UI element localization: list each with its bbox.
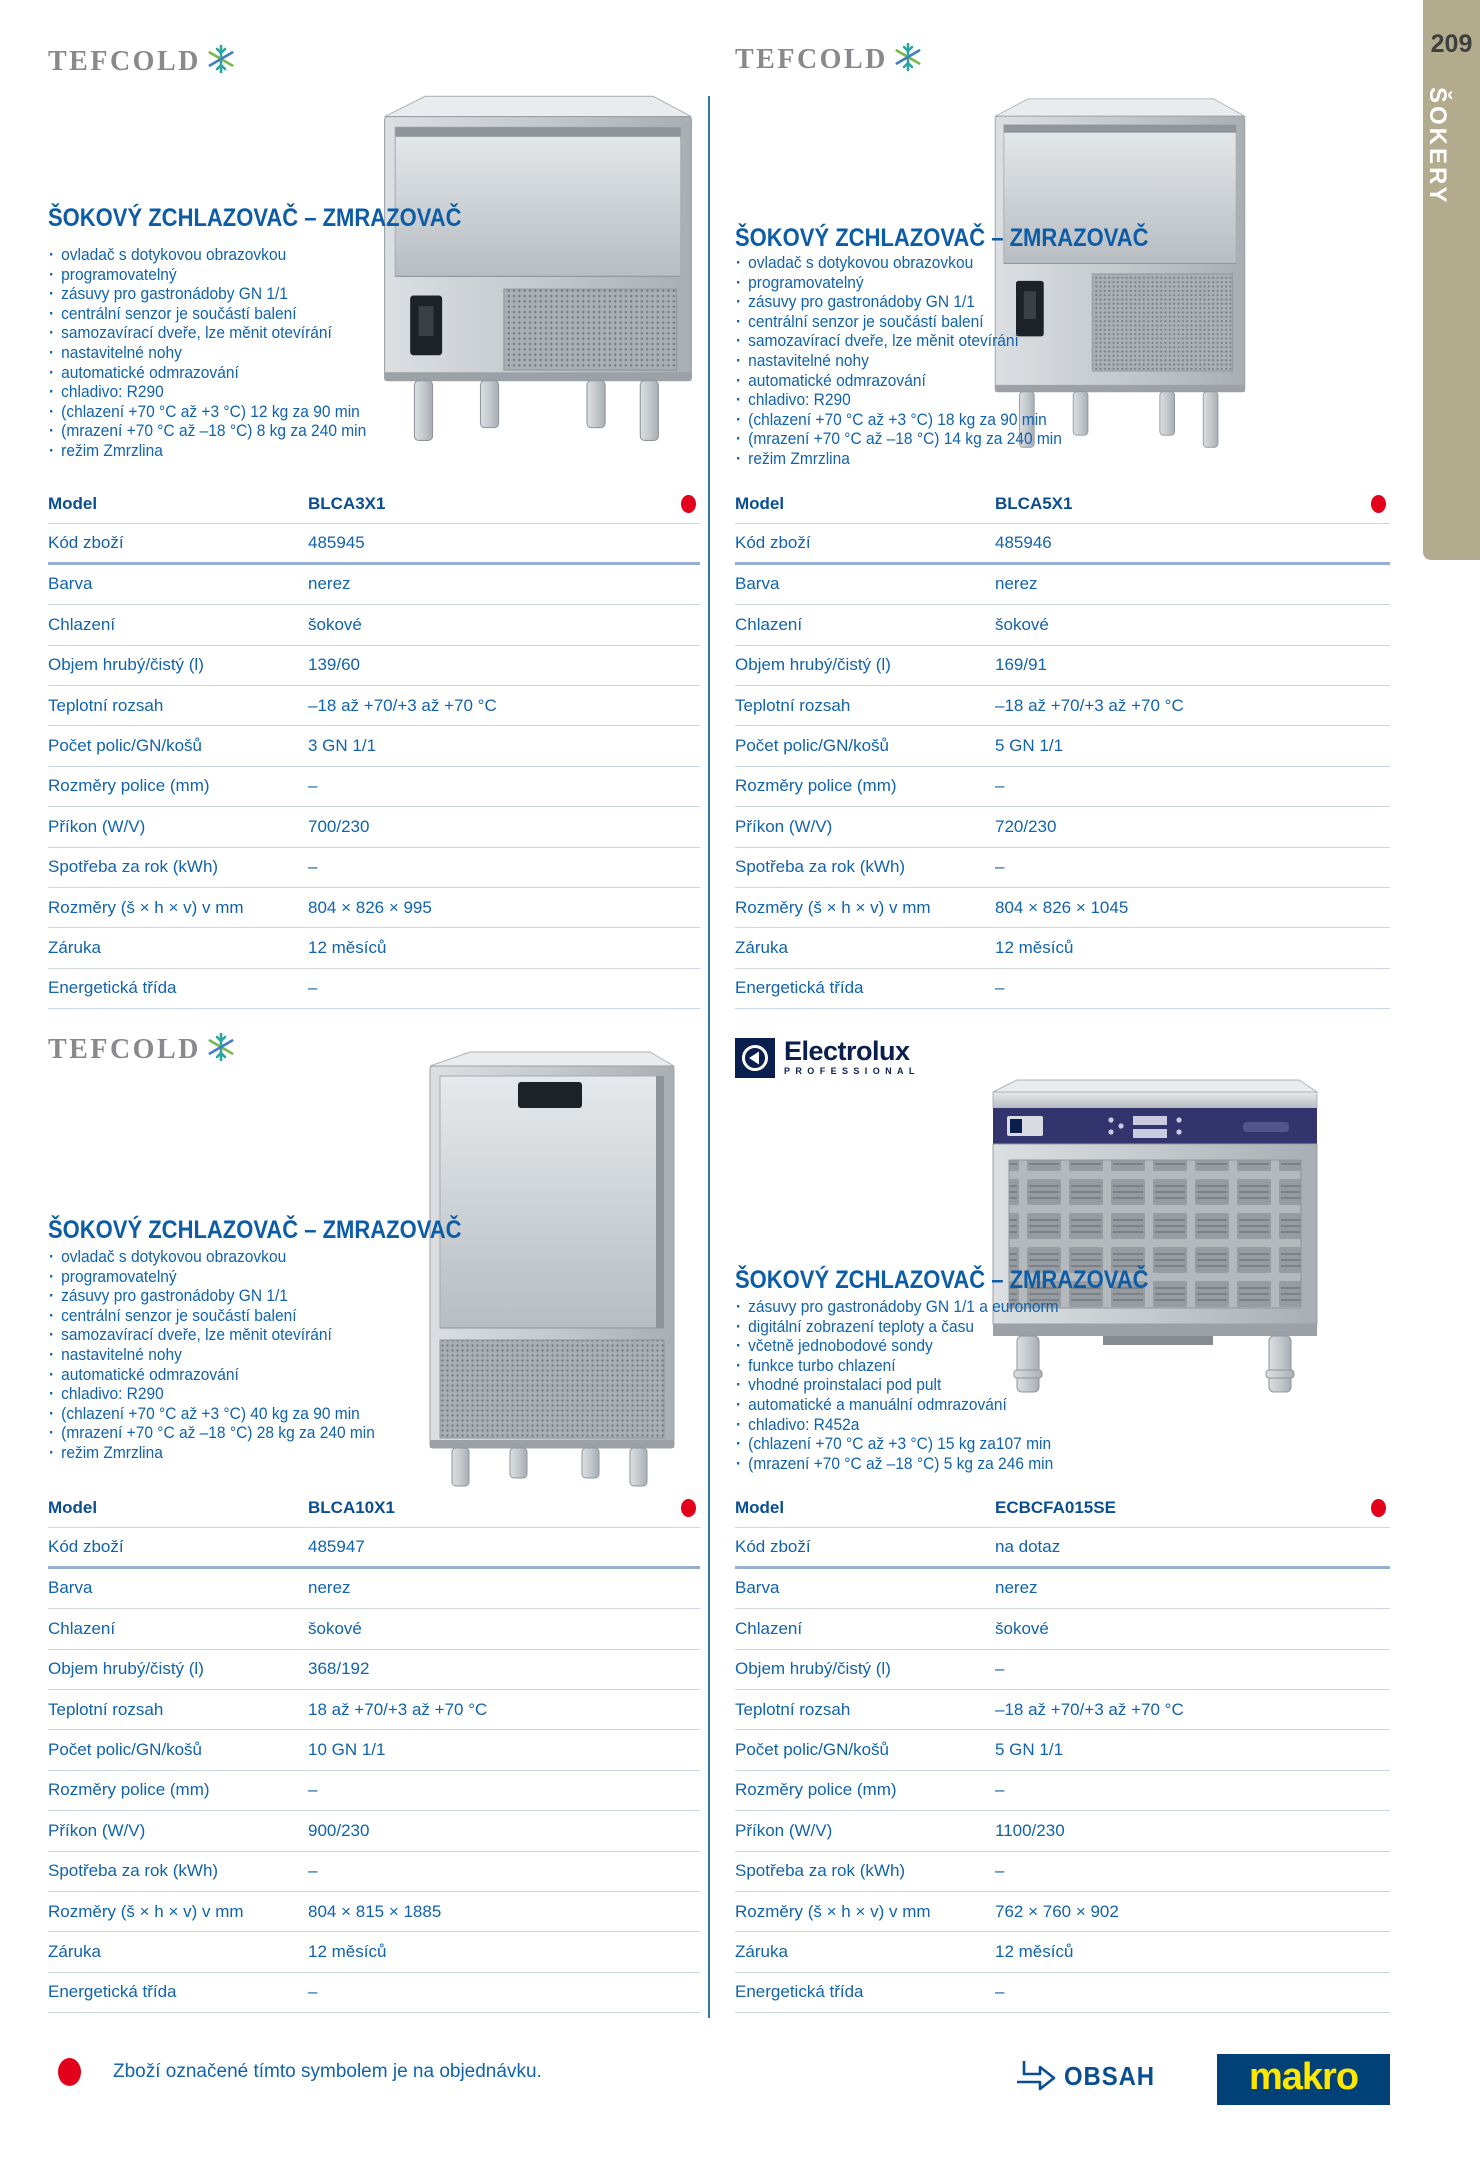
spec-value: – [995,857,1005,877]
obsah-arrow-icon [1016,2058,1056,2094]
feature-item: · zásuvy pro gastronádoby GN 1/1 [735,293,1062,313]
table-row [48,1811,700,1851]
table-row [48,605,700,645]
sidebar-tab [1423,0,1480,560]
table-row [48,1730,700,1770]
feature-item: · automatické a manuální odmrazování [735,1396,1059,1416]
table-row [735,1569,1390,1609]
product-title: ŠOKOVÝ ZCHLAZOVAČ – ZMRAZOVAČ [48,1216,462,1244]
feature-item: · (mrazení +70 °C až –18 °C) 14 kg za 240 min [735,430,1062,450]
spec-value: 720/230 [995,816,1057,836]
spec-value: 804 × 826 × 995 [308,897,432,917]
spec-value: – [995,1780,1005,1800]
feature-item: · chladivo: R290 [48,383,366,403]
table-row [735,646,1390,686]
product-section-ecbcfa015se [735,1036,1390,2020]
table-row-model [735,1488,1390,1528]
sidebar-category-label: ŠOKERY [1424,87,1451,206]
feature-item: · režim Zmrzlina [735,450,1062,470]
feature-item: · automatické odmrazování [48,1366,375,1386]
electrolux-sub-label: PROFESSIONAL [784,1066,920,1076]
feature-item: · ovladač s dotykovou obrazovkou [735,254,1062,274]
feature-list [48,1248,375,1464]
spec-label: Rozměry police (mm) [48,776,210,796]
feature-item: · chladivo: R290 [48,1385,375,1405]
table-row [48,1771,700,1811]
spec-label: Počet polic/GN/košů [735,736,890,756]
spec-value: – [308,978,318,998]
spec-label: Chlazení [48,1618,116,1638]
spec-label: Objem hrubý/čistý (l) [48,655,204,675]
spec-value: 5 GN 1/1 [995,1740,1064,1760]
spec-value: BLCA10X1 [308,1497,395,1517]
spec-label: Objem hrubý/čistý (l) [48,1659,204,1679]
spec-value: – [995,1659,1005,1679]
feature-item: · automatické odmrazování [735,372,1062,392]
spec-value: – [995,1861,1005,1881]
spec-value: 18 až +70/+3 až +70 °C [308,1699,488,1719]
spec-label: Teplotní rozsah [48,695,164,715]
spec-label: Model [48,1497,98,1517]
spec-value: 139/60 [308,655,360,675]
feature-item: · samozavírací dveře, lze měnit otevírání [48,324,366,344]
feature-item: · ovladač s dotykovou obrazovkou [48,246,366,266]
on-order-dot [681,495,696,513]
spec-label: Teplotní rozsah [735,695,851,715]
table-row [48,1932,700,1972]
table-row [48,767,700,807]
spec-value: – [995,1982,1005,2002]
table-row-model [735,484,1390,524]
feature-item: · zásuvy pro gastronádoby GN 1/1 [48,1287,375,1307]
feature-list [735,254,1062,470]
spec-label: Chlazení [48,614,116,634]
spec-value: 12 měsíců [995,1941,1074,1961]
spec-value: 485947 [308,1537,365,1557]
spec-label: Barva [48,574,93,594]
table-row [735,1771,1390,1811]
spec-label: Energetická třída [735,978,864,998]
feature-item: · ovladač s dotykovou obrazovkou [48,1248,375,1268]
product-section-blca5x1 [735,40,1390,1040]
table-row [48,686,700,726]
feature-item: · chladivo: R452a [735,1416,1059,1436]
table-row [48,1569,700,1609]
spec-label: Model [48,493,98,513]
table-row [48,807,700,847]
product-image-blast-chiller [378,91,698,466]
spec-value: BLCA3X1 [308,493,386,513]
spec-value: – [308,776,318,796]
feature-list [48,246,366,462]
feature-item: · nastavitelné nohy [48,344,366,364]
feature-item: · (mrazení +70 °C až –18 °C) 28 kg za 240 min [48,1424,375,1444]
spec-label: Objem hrubý/čistý (l) [735,1659,891,1679]
table-row-model [48,1488,700,1528]
spec-label: Teplotní rozsah [735,1699,851,1719]
table-row [735,767,1390,807]
spec-value: 804 × 815 × 1885 [308,1901,442,1921]
feature-item: · (mrazení +70 °C až –18 °C) 8 kg za 240 min [48,422,366,442]
table-row [48,848,700,888]
spec-value: 368/192 [308,1659,370,1679]
spec-label: Energetická třída [735,1982,864,2002]
table-row [48,646,700,686]
tefcold-wordmark: TEFCOLD [735,44,888,75]
product-section-blca10x1 [48,1030,700,2020]
spec-value: 3 GN 1/1 [308,736,377,756]
spec-value: 12 měsíců [995,937,1074,957]
spec-value: nerez [308,1578,351,1598]
spec-label: Energetická třída [48,978,177,998]
feature-item: · (chlazení +70 °C až +3 °C) 15 kg za107 min [735,1435,1059,1455]
spec-value: –18 až +70/+3 až +70 °C [995,695,1184,715]
spec-label: Energetická třída [48,1982,177,2002]
obsah-label: OBSAH [1064,2060,1155,2091]
feature-item: · vhodné proinstalaci pod pult [735,1376,1059,1396]
spec-value: 169/91 [995,655,1047,675]
spec-label: Spotřeba za rok (kWh) [735,1861,906,1881]
table-row [735,1932,1390,1972]
table-row [735,524,1390,564]
spec-label: Počet polic/GN/košů [48,736,203,756]
on-order-dot [58,2058,81,2086]
spec-label: Rozměry (š × h × v) v mm [48,1901,244,1921]
spec-label: Rozměry police (mm) [48,1780,210,1800]
table-row [735,605,1390,645]
spec-value: šokové [995,1618,1049,1638]
spec-label: Rozměry (š × h × v) v mm [735,897,931,917]
feature-item: · centrální senzor je součástí balení [735,313,1062,333]
feature-item: · centrální senzor je součástí balení [48,1307,375,1327]
feature-item: · nastavitelné nohy [48,1346,375,1366]
table-row [48,1973,700,2013]
feature-item: · režim Zmrzlina [48,442,366,462]
spec-value: 10 GN 1/1 [308,1740,386,1760]
spec-label: Rozměry (š × h × v) v mm [735,1901,931,1921]
feature-item: · programovatelný [48,1268,375,1288]
on-order-dot [1371,495,1386,513]
table-row [48,1650,700,1690]
tefcold-logo [48,1032,236,1066]
table-row [735,686,1390,726]
makro-logo [1217,2054,1390,2105]
on-order-dot [1371,1499,1386,1517]
snowflake-icon [206,1032,236,1062]
feature-item: · nastavitelné nohy [735,352,1062,372]
table-row [48,888,700,928]
spec-label: Kód zboží [735,1537,811,1557]
spec-value: 5 GN 1/1 [995,736,1064,756]
spec-label: Spotřeba za rok (kWh) [48,857,219,877]
tefcold-logo [735,42,923,76]
spec-label: Chlazení [735,614,803,634]
spec-value: 804 × 826 × 1045 [995,897,1129,917]
spec-value: 12 měsíců [308,1941,387,1961]
spec-value: 12 měsíců [308,937,387,957]
spec-value: –18 až +70/+3 až +70 °C [995,1699,1184,1719]
spec-label: Rozměry (š × h × v) v mm [48,897,244,917]
legend-text: Zboží označené tímto symbolem je na objednávku. [113,2061,542,2082]
spec-value: šokové [308,614,362,634]
spec-value: – [308,857,318,877]
table-row [48,524,700,564]
column-divider [708,96,710,2018]
feature-item: · zásuvy pro gastronádoby GN 1/1 a euronorm [735,1298,1059,1318]
spec-value: ECBCFA015SE [995,1497,1116,1517]
spec-label: Barva [735,1578,780,1598]
feature-item: · (chlazení +70 °C až +3 °C) 12 kg za 90 min [48,403,366,423]
spec-label: Příkon (W/V) [48,1820,146,1840]
spec-table [735,484,1390,1009]
spec-value: na dotaz [995,1537,1061,1557]
spec-value: 900/230 [308,1820,370,1840]
spec-label: Rozměry police (mm) [735,1780,897,1800]
tefcold-logo [48,44,236,78]
feature-item: · samozavírací dveře, lze měnit otevírání [735,332,1062,352]
table-row [48,969,700,1009]
spec-value: nerez [308,574,351,594]
spec-label: Příkon (W/V) [735,816,833,836]
table-row [48,726,700,766]
feature-item: · programovatelný [48,266,366,286]
feature-item: · režim Zmrzlina [48,1444,375,1464]
table-row [48,1690,700,1730]
makro-wordmark: makro [1248,2056,1359,2098]
table-row [735,969,1390,1009]
table-row [48,1609,700,1649]
spec-value: –18 až +70/+3 až +70 °C [308,695,497,715]
table-row [735,848,1390,888]
spec-label: Záruka [735,937,788,957]
product-title: ŠOKOVÝ ZCHLAZOVAČ – ZMRAZOVAČ [48,204,462,232]
spec-label: Barva [48,1578,93,1598]
tefcold-wordmark: TEFCOLD [48,1034,201,1065]
spec-label: Model [735,493,785,513]
spec-value: 485946 [995,533,1052,553]
feature-list [735,1298,1059,1474]
spec-value: – [308,1982,318,2002]
feature-item: · včetně jednobodové sondy [735,1337,1059,1357]
product-section-blca3x1 [48,36,700,1036]
spec-value: šokové [308,1618,362,1638]
spec-label: Rozměry police (mm) [735,776,897,796]
feature-item: · (mrazení +70 °C až –18 °C) 5 kg za 246 min [735,1455,1059,1475]
spec-value: – [995,978,1005,998]
snowflake-icon [893,42,923,72]
tefcold-wordmark: TEFCOLD [48,46,201,77]
spec-label: Spotřeba za rok (kWh) [735,857,906,877]
spec-label: Záruka [48,937,101,957]
snowflake-icon [206,44,236,74]
spec-label: Model [735,1497,785,1517]
table-row [735,726,1390,766]
spec-value: 700/230 [308,816,370,836]
spec-label: Teplotní rozsah [48,1699,164,1719]
electrolux-logo [735,1038,920,1078]
table-row [48,1892,700,1932]
spec-label: Kód zboží [735,533,811,553]
feature-item: · digitální zobrazení teploty a času [735,1318,1059,1338]
table-row [735,1690,1390,1730]
page-number: 209 [1430,30,1473,58]
table-row [735,1650,1390,1690]
table-row [735,1730,1390,1770]
table-row [735,807,1390,847]
obsah-link[interactable] [1016,2058,1163,2094]
product-title: ŠOKOVÝ ZCHLAZOVAČ – ZMRAZOVAČ [735,1266,1149,1294]
table-row [735,1811,1390,1851]
feature-item: · funkce turbo chlazení [735,1357,1059,1377]
spec-label: Kód zboží [48,1537,124,1557]
spec-value: nerez [995,574,1038,594]
spec-label: Záruka [735,1941,788,1961]
spec-value: 1100/230 [995,1820,1065,1840]
feature-item: · centrální senzor je součástí balení [48,305,366,325]
spec-label: Spotřeba za rok (kWh) [48,1861,219,1881]
feature-item: · (chlazení +70 °C až +3 °C) 18 kg za 90 min [735,411,1062,431]
spec-value: – [308,1861,318,1881]
table-row [735,1852,1390,1892]
spec-value: BLCA5X1 [995,493,1073,513]
spec-value: nerez [995,1578,1038,1598]
spec-value: – [995,776,1005,796]
table-row [735,1973,1390,2013]
spec-label: Počet polic/GN/košů [48,1740,203,1760]
spec-label: Chlazení [735,1618,803,1638]
feature-item: · zásuvy pro gastronádoby GN 1/1 [48,285,366,305]
table-row [735,1892,1390,1932]
table-row [48,565,700,605]
spec-label: Počet polic/GN/košů [735,1740,890,1760]
spec-value: 485945 [308,533,365,553]
product-image-upright-blast-chiller [400,1048,700,1488]
product-title: ŠOKOVÝ ZCHLAZOVAČ – ZMRAZOVAČ [735,224,1149,252]
spec-value: – [308,1780,318,1800]
spec-label: Kód zboží [48,533,124,553]
feature-item: · (chlazení +70 °C až +3 °C) 40 kg za 90 min [48,1405,375,1425]
feature-item: · chladivo: R290 [735,391,1062,411]
spec-table [735,1488,1390,2013]
electrolux-mark-icon [735,1038,775,1078]
feature-item: · automatické odmrazování [48,364,366,384]
table-row [735,565,1390,605]
spec-label: Objem hrubý/čistý (l) [735,655,891,675]
table-row [735,928,1390,968]
spec-value: 762 × 760 × 902 [995,1901,1119,1921]
electrolux-wordmark: Electrolux [784,1036,910,1066]
table-row [735,1609,1390,1649]
table-row [735,888,1390,928]
spec-label: Barva [735,574,780,594]
feature-item: · samozavírací dveře, lze měnit otevírání [48,1326,375,1346]
table-row-model [48,484,700,524]
spec-label: Příkon (W/V) [48,816,146,836]
spec-table [48,1488,700,2013]
table-row [48,928,700,968]
spec-label: Záruka [48,1941,101,1961]
on-order-legend [58,2058,542,2086]
table-row [48,1852,700,1892]
on-order-dot [681,1499,696,1517]
table-row [48,1528,700,1568]
spec-value: šokové [995,614,1049,634]
spec-table [48,484,700,1009]
spec-label: Příkon (W/V) [735,1820,833,1840]
feature-item: · programovatelný [735,274,1062,294]
table-row [735,1528,1390,1568]
